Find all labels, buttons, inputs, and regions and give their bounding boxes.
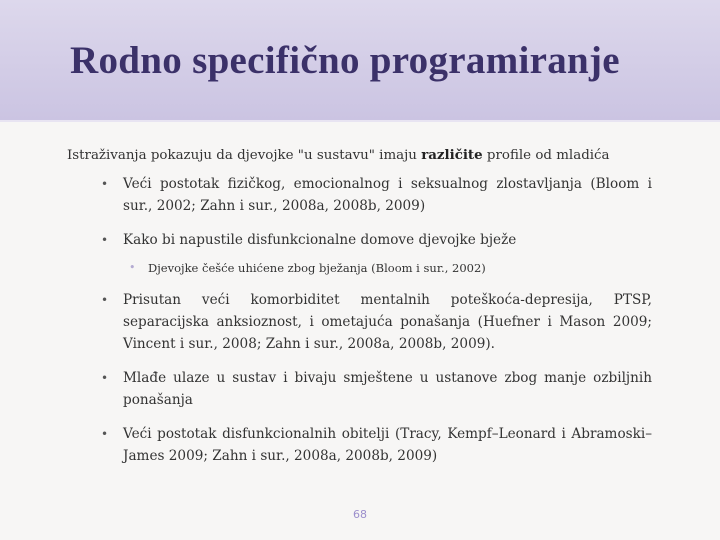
page-number: 68 bbox=[353, 508, 367, 521]
list-item-text: Prisutan veći komorbiditet mentalnih poteškoća-depresija, PTSP, separacijska anksioznost, i ometajuća ponašanja (Huefner i Mason 2009; Vincent i sur., 2008; Zahn i sur., 2008a, 2008b, 2009). bbox=[123, 292, 652, 352]
list-item-text: Veći postotak fizičkog, emocionalnog i seksualnog zlostavljanja (Bloom i sur., 2002; Zahn i sur., 2008a, 2008b, 2009) bbox=[123, 176, 652, 214]
intro-paragraph bbox=[67, 144, 652, 167]
banner-divider bbox=[0, 120, 720, 122]
list-item-text: Kako bi napustile disfunkcionalne domove djevojke bježe bbox=[123, 232, 517, 248]
slide-title: Rodno specifično programiranje bbox=[70, 39, 620, 82]
bullet-dot-icon: • bbox=[101, 427, 109, 441]
list-item bbox=[67, 173, 652, 217]
list-item bbox=[67, 229, 652, 277]
intro-text-end: profile od mladića bbox=[482, 148, 610, 163]
slide-body bbox=[67, 144, 652, 479]
intro-text: Istraživanja pokazuju da djevojke "u sustavu" imaju bbox=[67, 148, 422, 163]
list-item bbox=[67, 289, 652, 355]
bullet-dot-icon: • bbox=[101, 293, 109, 307]
bullet-dot-icon: • bbox=[101, 371, 109, 385]
bullet-dot-icon: • bbox=[101, 177, 109, 191]
sub-bullet-dot-icon: • bbox=[129, 261, 136, 274]
list-item-text: Veći postotak disfunkcionalnih obitelji (Tracy, Kempf–Leonard i Abramoski–James 2009; Zahn i sur., 2008a, 2008b, 2009) bbox=[123, 426, 652, 464]
intro-emphasis: različite bbox=[421, 147, 483, 163]
list-item-text: Mlađe ulaze u sustav i bivaju smještene u ustanove zbog manje ozbiljnih ponašanja bbox=[123, 370, 652, 408]
sub-list-item-text: Djevojke češće uhićene zbog bježanja (Bloom i sur., 2002) bbox=[148, 261, 486, 275]
bullet-list bbox=[67, 173, 652, 467]
sub-bullet-list bbox=[123, 259, 652, 277]
sub-list-item bbox=[123, 259, 652, 277]
bullet-dot-icon: • bbox=[101, 233, 109, 247]
list-item bbox=[67, 367, 652, 411]
list-item bbox=[67, 423, 652, 467]
